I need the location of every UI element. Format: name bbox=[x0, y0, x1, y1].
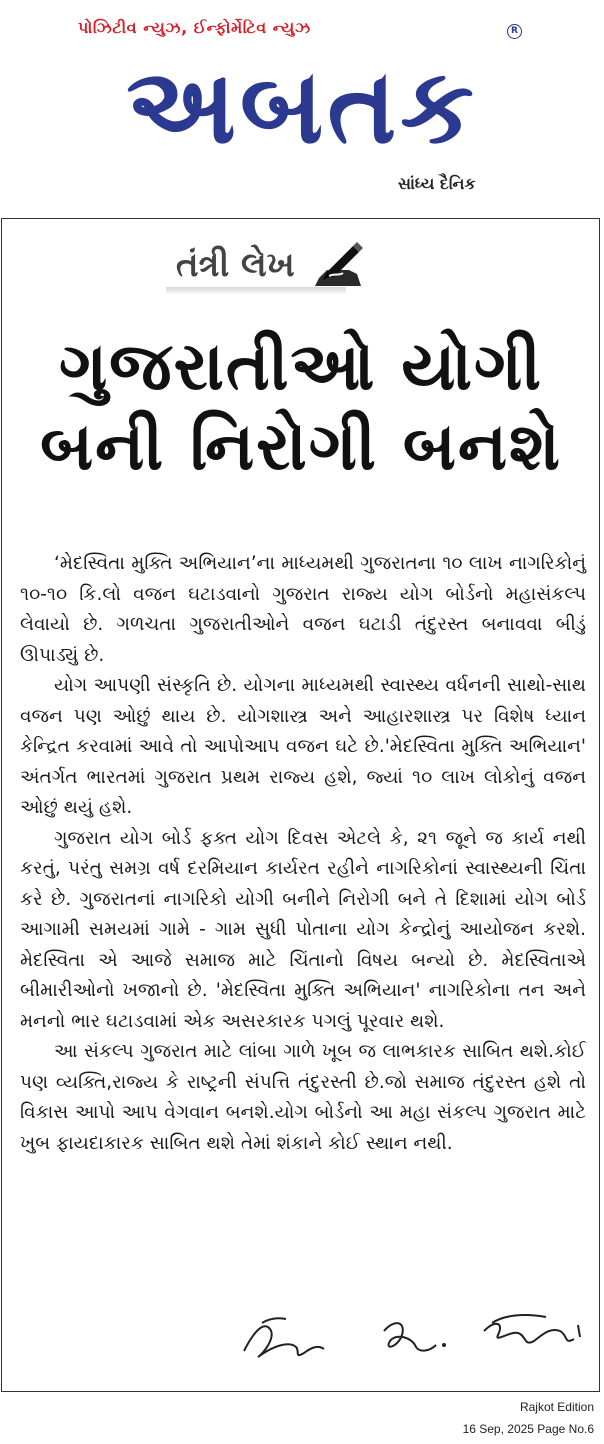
headline-line-2: બની નિરોગી બનશે bbox=[40, 408, 562, 485]
pen-writing-icon bbox=[309, 240, 367, 290]
newspaper-logo: અબતક bbox=[126, 45, 478, 167]
article-body bbox=[20, 549, 586, 1159]
column-heading bbox=[166, 233, 428, 297]
paragraph-3: ગુજરાત યોગ બોર્ડ ફક્ત યોગ દિવસ એટલે કે, ૨૧ જૂને જ કાર્ય નથી કરતું, પરંતુ સમગ્ર વર્ષ દરમિયાન કાર્યરત રહીને નાગરિકોનાં સ્વાસ્થ્યની ચિંતા કરે છે. ગુજરાતનાં નાગરિકો યોગી બનીને નિરોગી બને તે દિશામાં યોગ બોર્ડ આગામી સમયમાં ગામે - ગામ સુધી પોતાના યોગ કેન્દ્રોનું આયોજન કરશે. મેદસ્વિતા એ આજે સમાજ માટે ચિંતાનો વિષય બન્યો છે. મેદસ્વિતાએ બીમારીઓનો ખજાનો છે. 'મેદસ્વિતા મુક્તિ અભિયાન' નાગરિકોના તન અને મનનો ભાર ઘટાડવામાં એક અસરકારક પગલું પૂરવાર થશે. bbox=[20, 827, 586, 1032]
masthead-tagline: પોઝિટીવ ન્યુઝ, ઈન્ફોર્મેટિવ ન્યુઝ bbox=[78, 18, 311, 37]
headline bbox=[10, 327, 592, 487]
column-heading-text: તંત્રી લેખ bbox=[176, 245, 295, 285]
paragraph-4: આ સંકલ્પ ગુજરાત માટે લાંબા ગાળે ખૂબ જ લાભકારક સાબિત થશે.કોઈ પણ વ્યક્તિ,રાજ્ય કે રાષ્ટ્રની સંપત્તિ તંદુરસ્તી છે.જો સમાજ તંદુરસ્ત હશે તો વિકાસ આપો આપ વેગવાન બનશે.યોગ બોર્ડનો આ મહા સંકલ્પ ગુજરાત માટે ખુબ ફાયદાકારક સાબિત થશે તેમાં શંકાને કોઈ સ્થાન નથી. bbox=[20, 1041, 586, 1154]
paragraph-2: યોગ આપણી સંસ્કૃતિ છે. યોગના માધ્યમથી સ્વાસ્થ્ય વર્ધનની સાથો-સાથ વજન પણ ઓછું થાય છે. યોગશાસ્ત્ર અને આહારશાસ્ત્ર પર વિશેષ ધ્યાન કેન્દ્રિત કરવામાં આવે તો આપોઆપ વજન ઘટે છે.'મેદસ્વિતા મુક્તિ અભિયાન' અંતર્ગત ભારતમાં ગુજરાત પ્રથમ રાજ્ય હશે, જ્યાં ૧૦ લાખ લોકોનું વજન ઓછું થયું હશે. bbox=[20, 675, 586, 818]
edition-name: Rajkot Edition bbox=[519, 1400, 594, 1414]
registered-trademark-icon: R bbox=[507, 24, 522, 39]
headline-line-1: ગુજરાતીઓ યોગી bbox=[58, 328, 544, 405]
paragraph-1: ‘મેદસ્વિતા મુક્તિ અભિયાન’ના માધ્યમથી ગુજરાતના ૧૦ લાખ નાગરિકોનું ૧૦-૧૦ કિ.લો વજન ઘટાડવાનો ગુજરાત રાજ્ય યોગ બોર્ડનો મહાસંકલ્પ લેવાયો છે. ગળચતા ગુજરાતીઓને વજન ઘટાડી તંદુરસ્ત બનાવવા બીડું ઊપાડ્યું છે. bbox=[20, 553, 586, 666]
masthead bbox=[0, 0, 604, 218]
editor-signature bbox=[234, 1301, 594, 1371]
edition-type-label: સાંધ્ય દૈનિક bbox=[398, 174, 476, 193]
edition-date-page: 16 Sep, 2025 Page No.6 bbox=[462, 1422, 594, 1436]
editorial-article bbox=[1, 218, 600, 1392]
